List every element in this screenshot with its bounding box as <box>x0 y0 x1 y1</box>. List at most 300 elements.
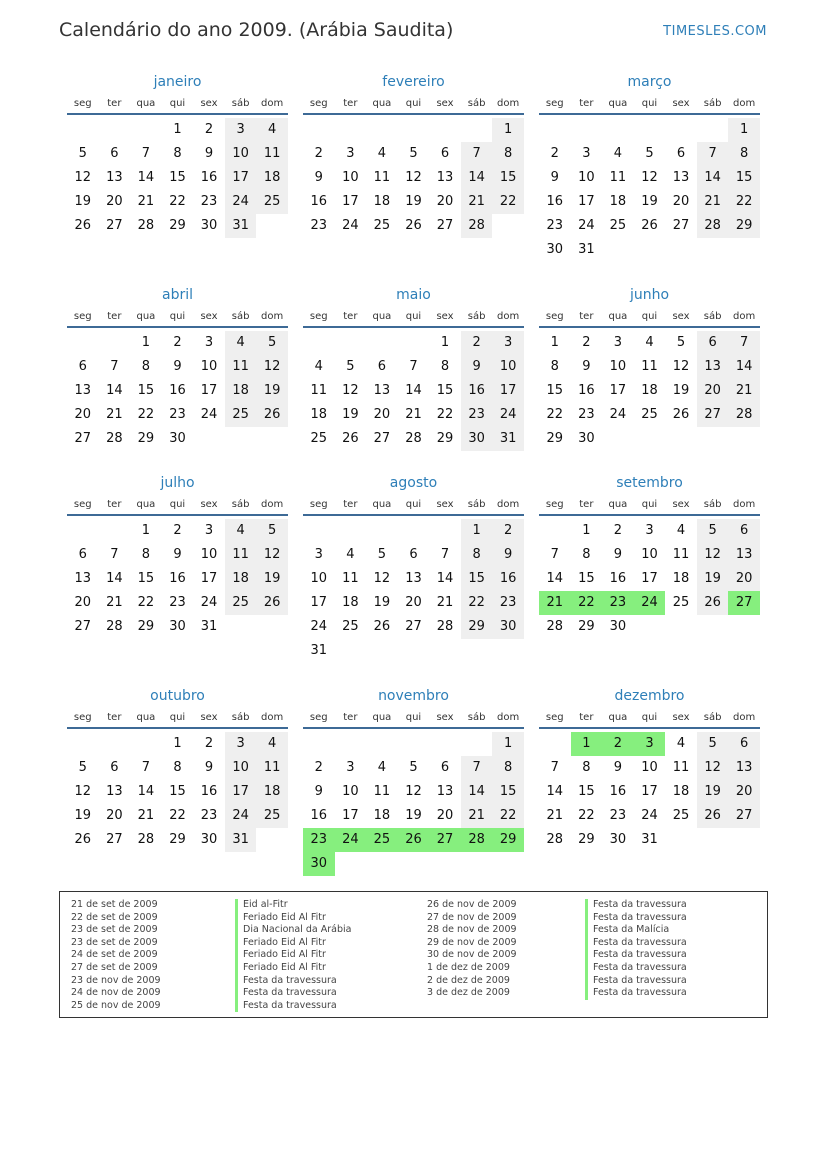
day-cell[interactable]: 11 <box>310 383 328 398</box>
day-cell[interactable]: 9 <box>173 547 182 562</box>
day-cell[interactable]: 27 <box>74 619 92 634</box>
day-cell[interactable]: 1 <box>728 118 760 142</box>
day-cell[interactable]: 19 <box>697 567 729 591</box>
day-cell[interactable]: 24 <box>342 218 359 233</box>
day-cell[interactable]: 25 <box>225 591 257 615</box>
day-cell[interactable]: 18 <box>373 194 391 209</box>
day-cell[interactable]: 11 <box>672 547 690 562</box>
day-cell[interactable]: 15 <box>492 780 524 804</box>
day-cell[interactable]: 24 <box>634 591 666 615</box>
day-cell[interactable]: 26 <box>697 804 729 828</box>
day-cell[interactable]: 14 <box>436 571 454 586</box>
day-cell[interactable]: 7 <box>110 547 119 562</box>
day-cell[interactable]: 25 <box>342 619 359 634</box>
day-cell[interactable]: 27 <box>373 431 391 446</box>
day-cell[interactable]: 14 <box>106 571 123 586</box>
day-cell[interactable]: 24 <box>225 804 257 828</box>
day-cell[interactable]: 30 <box>200 832 218 847</box>
day-cell[interactable]: 25 <box>672 808 690 823</box>
day-cell[interactable]: 2 <box>461 331 493 355</box>
day-cell[interactable]: 13 <box>405 571 422 586</box>
day-cell[interactable]: 22 <box>546 407 564 422</box>
day-cell[interactable]: 24 <box>578 218 595 233</box>
day-cell[interactable]: 13 <box>436 170 454 185</box>
day-cell[interactable]: 19 <box>697 780 729 804</box>
day-cell[interactable]: 29 <box>137 619 155 634</box>
day-cell[interactable]: 24 <box>335 828 367 852</box>
day-cell[interactable]: 7 <box>141 146 151 161</box>
day-cell[interactable]: 5 <box>346 359 355 374</box>
day-cell[interactable]: 31 <box>225 214 257 238</box>
day-cell[interactable]: 31 <box>200 619 218 634</box>
day-cell[interactable]: 12 <box>256 355 288 379</box>
day-cell[interactable]: 4 <box>225 331 257 355</box>
day-cell[interactable]: 8 <box>141 359 151 374</box>
day-cell[interactable]: 16 <box>546 194 564 209</box>
day-cell[interactable]: 30 <box>461 427 493 451</box>
day-cell[interactable]: 10 <box>492 355 524 379</box>
day-cell[interactable]: 28 <box>546 619 564 634</box>
day-cell[interactable]: 24 <box>609 407 627 422</box>
day-cell[interactable]: 2 <box>602 732 634 756</box>
day-cell[interactable]: 1 <box>492 118 524 142</box>
day-cell[interactable]: 9 <box>204 760 214 775</box>
day-cell[interactable]: 6 <box>676 146 686 161</box>
day-cell[interactable]: 21 <box>461 804 493 828</box>
day-cell[interactable]: 26 <box>641 218 658 233</box>
day-cell[interactable]: 16 <box>310 808 328 823</box>
day-cell[interactable]: 7 <box>728 331 760 355</box>
day-cell[interactable]: 30 <box>546 242 564 257</box>
day-cell[interactable]: 29 <box>137 431 155 446</box>
day-cell[interactable]: 14 <box>546 571 564 586</box>
day-cell[interactable]: 23 <box>200 808 218 823</box>
day-cell[interactable]: 12 <box>373 571 391 586</box>
day-cell[interactable]: 7 <box>697 142 729 166</box>
day-cell[interactable]: 18 <box>225 379 257 403</box>
day-cell[interactable]: 5 <box>697 519 729 543</box>
day-cell[interactable]: 2 <box>204 122 214 137</box>
day-cell[interactable]: 9 <box>613 547 623 562</box>
day-cell[interactable]: 13 <box>672 170 690 185</box>
day-cell[interactable]: 21 <box>137 194 155 209</box>
day-cell[interactable]: 23 <box>609 808 627 823</box>
day-cell[interactable]: 12 <box>256 543 288 567</box>
day-cell[interactable]: 1 <box>461 519 493 543</box>
day-cell[interactable]: 30 <box>303 852 335 876</box>
day-cell[interactable]: 7 <box>409 359 418 374</box>
day-cell[interactable]: 19 <box>74 194 92 209</box>
day-cell[interactable]: 24 <box>225 190 257 214</box>
day-cell[interactable]: 3 <box>314 547 323 562</box>
day-cell[interactable]: 8 <box>173 760 182 775</box>
day-cell[interactable]: 15 <box>578 784 595 799</box>
day-cell[interactable]: 27 <box>672 218 690 233</box>
day-cell[interactable]: 18 <box>672 784 690 799</box>
day-cell[interactable]: 5 <box>256 331 288 355</box>
day-cell[interactable]: 13 <box>436 784 454 799</box>
day-cell[interactable]: 23 <box>461 403 493 427</box>
day-cell[interactable]: 11 <box>672 760 690 775</box>
day-cell[interactable]: 11 <box>225 543 257 567</box>
brand-logo[interactable]: TIMESLES.COM <box>663 24 767 39</box>
day-cell[interactable]: 9 <box>173 359 182 374</box>
day-cell[interactable]: 22 <box>492 804 524 828</box>
day-cell[interactable]: 12 <box>74 170 92 185</box>
day-cell[interactable]: 10 <box>609 359 627 374</box>
day-cell[interactable]: 21 <box>728 379 760 403</box>
day-cell[interactable]: 26 <box>74 218 92 233</box>
day-cell[interactable]: 11 <box>373 170 391 185</box>
day-cell[interactable]: 30 <box>492 615 524 639</box>
day-cell[interactable]: 27 <box>106 832 123 847</box>
day-cell[interactable]: 14 <box>461 166 493 190</box>
day-cell[interactable]: 3 <box>582 146 591 161</box>
day-cell[interactable]: 4 <box>377 146 387 161</box>
day-cell[interactable]: 1 <box>141 335 151 350</box>
day-cell[interactable]: 18 <box>310 407 328 422</box>
day-cell[interactable]: 16 <box>609 571 627 586</box>
day-cell[interactable]: 24 <box>492 403 524 427</box>
day-cell[interactable]: 3 <box>634 732 666 756</box>
day-cell[interactable]: 18 <box>256 166 288 190</box>
day-cell[interactable]: 8 <box>141 547 151 562</box>
day-cell[interactable]: 12 <box>641 170 658 185</box>
day-cell[interactable]: 12 <box>405 784 422 799</box>
day-cell[interactable]: 9 <box>204 146 214 161</box>
day-cell[interactable]: 20 <box>106 808 123 823</box>
day-cell[interactable]: 18 <box>672 571 690 586</box>
day-cell[interactable]: 29 <box>461 615 493 639</box>
day-cell[interactable]: 27 <box>436 218 454 233</box>
day-cell[interactable]: 19 <box>256 567 288 591</box>
day-cell[interactable]: 20 <box>106 194 123 209</box>
day-cell[interactable]: 11 <box>256 756 288 780</box>
day-cell[interactable]: 28 <box>137 218 155 233</box>
day-cell[interactable]: 19 <box>342 407 359 422</box>
day-cell[interactable]: 29 <box>169 218 186 233</box>
day-cell[interactable]: 8 <box>582 547 591 562</box>
day-cell[interactable]: 25 <box>641 407 658 422</box>
day-cell[interactable]: 20 <box>728 780 760 804</box>
day-cell[interactable]: 23 <box>578 407 595 422</box>
day-cell[interactable]: 12 <box>697 543 729 567</box>
day-cell[interactable]: 18 <box>342 595 359 610</box>
day-cell[interactable]: 6 <box>78 359 87 374</box>
day-cell[interactable]: 12 <box>405 170 422 185</box>
day-cell[interactable]: 6 <box>728 732 760 756</box>
day-cell[interactable]: 23 <box>169 407 186 422</box>
day-cell[interactable]: 12 <box>697 756 729 780</box>
day-cell[interactable]: 30 <box>169 619 186 634</box>
day-cell[interactable]: 26 <box>256 403 288 427</box>
day-cell[interactable]: 5 <box>256 519 288 543</box>
day-cell[interactable]: 3 <box>645 523 654 538</box>
day-cell[interactable]: 3 <box>204 523 214 538</box>
day-cell[interactable]: 13 <box>728 756 760 780</box>
day-cell[interactable]: 22 <box>137 407 155 422</box>
day-cell[interactable]: 10 <box>641 760 658 775</box>
day-cell[interactable]: 15 <box>169 784 186 799</box>
day-cell[interactable]: 21 <box>461 190 493 214</box>
day-cell[interactable]: 15 <box>492 166 524 190</box>
day-cell[interactable]: 19 <box>405 808 422 823</box>
day-cell[interactable]: 12 <box>74 784 92 799</box>
day-cell[interactable]: 16 <box>200 784 218 799</box>
day-cell[interactable]: 31 <box>310 643 328 658</box>
day-cell[interactable]: 6 <box>377 359 387 374</box>
day-cell[interactable]: 26 <box>373 619 391 634</box>
day-cell[interactable]: 17 <box>492 379 524 403</box>
day-cell[interactable]: 21 <box>106 407 123 422</box>
day-cell[interactable]: 2 <box>492 519 524 543</box>
day-cell[interactable]: 19 <box>256 379 288 403</box>
day-cell[interactable]: 10 <box>641 547 658 562</box>
day-cell[interactable]: 20 <box>436 194 454 209</box>
day-cell[interactable]: 25 <box>256 804 288 828</box>
day-cell[interactable]: 10 <box>200 547 218 562</box>
day-cell[interactable]: 26 <box>697 591 729 615</box>
day-cell[interactable]: 16 <box>609 784 627 799</box>
day-cell[interactable]: 18 <box>373 808 391 823</box>
day-cell[interactable]: 25 <box>373 218 391 233</box>
day-cell[interactable]: 19 <box>373 595 391 610</box>
day-cell[interactable]: 9 <box>582 359 591 374</box>
day-cell[interactable]: 15 <box>169 170 186 185</box>
day-cell[interactable]: 6 <box>697 331 729 355</box>
day-cell[interactable]: 13 <box>106 170 123 185</box>
day-cell[interactable]: 14 <box>697 166 729 190</box>
day-cell[interactable]: 3 <box>492 331 524 355</box>
day-cell[interactable]: 16 <box>169 571 186 586</box>
day-cell[interactable]: 15 <box>728 166 760 190</box>
day-cell[interactable]: 4 <box>314 359 323 374</box>
day-cell[interactable]: 26 <box>256 591 288 615</box>
day-cell[interactable]: 15 <box>546 383 564 398</box>
day-cell[interactable]: 17 <box>641 571 658 586</box>
day-cell[interactable]: 30 <box>578 431 595 446</box>
day-cell[interactable]: 1 <box>550 335 559 350</box>
day-cell[interactable]: 4 <box>645 335 654 350</box>
day-cell[interactable]: 31 <box>578 242 595 257</box>
day-cell[interactable]: 16 <box>492 567 524 591</box>
day-cell[interactable]: 21 <box>546 808 564 823</box>
day-cell[interactable]: 23 <box>310 218 328 233</box>
day-cell[interactable]: 25 <box>256 190 288 214</box>
day-cell[interactable]: 29 <box>169 832 186 847</box>
day-cell[interactable]: 28 <box>461 828 493 852</box>
day-cell[interactable]: 4 <box>225 519 257 543</box>
day-cell[interactable]: 10 <box>578 170 595 185</box>
day-cell[interactable]: 22 <box>728 190 760 214</box>
day-cell[interactable]: 3 <box>204 335 214 350</box>
day-cell[interactable]: 9 <box>314 170 323 185</box>
day-cell[interactable]: 25 <box>310 431 328 446</box>
day-cell[interactable]: 10 <box>310 571 328 586</box>
day-cell[interactable]: 5 <box>409 760 418 775</box>
day-cell[interactable]: 26 <box>342 431 359 446</box>
day-cell[interactable]: 26 <box>672 407 690 422</box>
day-cell[interactable]: 7 <box>550 760 559 775</box>
day-cell[interactable]: 1 <box>173 736 182 751</box>
day-cell[interactable]: 18 <box>641 383 658 398</box>
day-cell[interactable]: 22 <box>137 595 155 610</box>
day-cell[interactable]: 2 <box>314 146 323 161</box>
day-cell[interactable]: 8 <box>582 760 591 775</box>
day-cell[interactable]: 22 <box>436 407 454 422</box>
day-cell[interactable]: 14 <box>106 383 123 398</box>
day-cell[interactable]: 1 <box>440 335 450 350</box>
day-cell[interactable]: 6 <box>440 146 450 161</box>
day-cell[interactable]: 28 <box>546 832 564 847</box>
day-cell[interactable]: 17 <box>310 595 328 610</box>
day-cell[interactable]: 13 <box>106 784 123 799</box>
day-cell[interactable]: 28 <box>106 619 123 634</box>
day-cell[interactable]: 10 <box>342 170 359 185</box>
day-cell[interactable]: 31 <box>641 832 658 847</box>
day-cell[interactable]: 9 <box>314 784 323 799</box>
day-cell[interactable]: 20 <box>405 595 422 610</box>
day-cell[interactable]: 22 <box>461 591 493 615</box>
day-cell[interactable]: 17 <box>225 166 257 190</box>
day-cell[interactable]: 11 <box>225 355 257 379</box>
day-cell[interactable]: 10 <box>200 359 218 374</box>
day-cell[interactable]: 1 <box>173 122 182 137</box>
day-cell[interactable]: 6 <box>728 519 760 543</box>
day-cell[interactable]: 15 <box>461 567 493 591</box>
day-cell[interactable]: 28 <box>461 214 493 238</box>
day-cell[interactable]: 15 <box>436 383 454 398</box>
day-cell[interactable]: 22 <box>492 190 524 214</box>
day-cell[interactable]: 11 <box>342 571 359 586</box>
day-cell[interactable]: 10 <box>342 784 359 799</box>
day-cell[interactable]: 24 <box>200 595 218 610</box>
day-cell[interactable]: 4 <box>377 760 387 775</box>
day-cell[interactable]: 4 <box>256 732 288 756</box>
day-cell[interactable]: 25 <box>609 218 627 233</box>
day-cell[interactable]: 12 <box>672 359 690 374</box>
day-cell[interactable]: 21 <box>697 190 729 214</box>
day-cell[interactable]: 9 <box>613 760 623 775</box>
day-cell[interactable]: 3 <box>613 335 623 350</box>
day-cell[interactable]: 5 <box>645 146 654 161</box>
day-cell[interactable]: 17 <box>200 571 218 586</box>
day-cell[interactable]: 15 <box>578 571 595 586</box>
day-cell[interactable]: 22 <box>571 591 603 615</box>
day-cell[interactable]: 6 <box>440 760 450 775</box>
day-cell[interactable]: 20 <box>728 567 760 591</box>
day-cell[interactable]: 2 <box>613 523 623 538</box>
day-cell[interactable]: 5 <box>676 335 686 350</box>
day-cell[interactable]: 31 <box>492 427 524 451</box>
day-cell[interactable]: 23 <box>492 591 524 615</box>
day-cell[interactable]: 6 <box>78 547 87 562</box>
day-cell[interactable]: 17 <box>578 194 595 209</box>
day-cell[interactable]: 14 <box>546 784 564 799</box>
day-cell[interactable]: 6 <box>110 146 119 161</box>
day-cell[interactable]: 27 <box>74 431 92 446</box>
day-cell[interactable]: 8 <box>461 543 493 567</box>
day-cell[interactable]: 26 <box>405 218 422 233</box>
day-cell[interactable]: 29 <box>728 214 760 238</box>
day-cell[interactable]: 4 <box>676 523 686 538</box>
day-cell[interactable]: 8 <box>492 756 524 780</box>
day-cell[interactable]: 2 <box>173 335 182 350</box>
day-cell[interactable]: 20 <box>373 407 391 422</box>
day-cell[interactable]: 8 <box>728 142 760 166</box>
day-cell[interactable]: 21 <box>106 595 123 610</box>
day-cell[interactable]: 7 <box>461 142 493 166</box>
day-cell[interactable]: 30 <box>169 431 186 446</box>
day-cell[interactable]: 29 <box>578 832 595 847</box>
day-cell[interactable]: 6 <box>409 547 418 562</box>
day-cell[interactable]: 2 <box>550 146 559 161</box>
day-cell[interactable]: 12 <box>342 383 359 398</box>
day-cell[interactable]: 16 <box>169 383 186 398</box>
day-cell[interactable]: 11 <box>609 170 627 185</box>
day-cell[interactable]: 20 <box>436 808 454 823</box>
day-cell[interactable]: 16 <box>578 383 595 398</box>
day-cell[interactable]: 13 <box>697 355 729 379</box>
day-cell[interactable]: 14 <box>137 170 155 185</box>
day-cell[interactable]: 21 <box>405 407 422 422</box>
day-cell[interactable]: 2 <box>582 335 591 350</box>
day-cell[interactable]: 4 <box>676 736 686 751</box>
day-cell[interactable]: 3 <box>346 146 355 161</box>
day-cell[interactable]: 29 <box>436 431 454 446</box>
day-cell[interactable]: 14 <box>461 780 493 804</box>
day-cell[interactable]: 11 <box>373 784 391 799</box>
day-cell[interactable]: 18 <box>256 780 288 804</box>
day-cell[interactable]: 7 <box>141 760 151 775</box>
day-cell[interactable]: 17 <box>200 383 218 398</box>
day-cell[interactable]: 5 <box>409 146 418 161</box>
day-cell[interactable]: 27 <box>728 804 760 828</box>
day-cell[interactable]: 25 <box>366 828 398 852</box>
day-cell[interactable]: 27 <box>697 403 729 427</box>
day-cell[interactable]: 28 <box>405 431 422 446</box>
day-cell[interactable]: 1 <box>571 732 603 756</box>
day-cell[interactable]: 19 <box>74 808 92 823</box>
day-cell[interactable]: 26 <box>74 832 92 847</box>
day-cell[interactable]: 17 <box>342 808 359 823</box>
day-cell[interactable]: 28 <box>436 619 454 634</box>
day-cell[interactable]: 11 <box>641 359 658 374</box>
day-cell[interactable]: 9 <box>461 355 493 379</box>
day-cell[interactable]: 23 <box>200 194 218 209</box>
day-cell[interactable]: 22 <box>578 808 595 823</box>
day-cell[interactable]: 11 <box>256 142 288 166</box>
day-cell[interactable]: 17 <box>609 383 627 398</box>
day-cell[interactable]: 29 <box>578 619 595 634</box>
day-cell[interactable]: 23 <box>546 218 564 233</box>
day-cell[interactable]: 10 <box>225 756 257 780</box>
day-cell[interactable]: 30 <box>609 619 627 634</box>
day-cell[interactable]: 29 <box>546 431 564 446</box>
day-cell[interactable]: 22 <box>169 194 186 209</box>
day-cell[interactable]: 2 <box>314 760 323 775</box>
day-cell[interactable]: 9 <box>492 543 524 567</box>
day-cell[interactable]: 20 <box>74 595 92 610</box>
day-cell[interactable]: 7 <box>440 547 450 562</box>
day-cell[interactable]: 9 <box>550 170 559 185</box>
day-cell[interactable]: 26 <box>398 828 430 852</box>
day-cell[interactable]: 25 <box>225 403 257 427</box>
day-cell[interactable]: 3 <box>225 732 257 756</box>
day-cell[interactable]: 19 <box>672 383 690 398</box>
day-cell[interactable]: 16 <box>461 379 493 403</box>
day-cell[interactable]: 21 <box>137 808 155 823</box>
